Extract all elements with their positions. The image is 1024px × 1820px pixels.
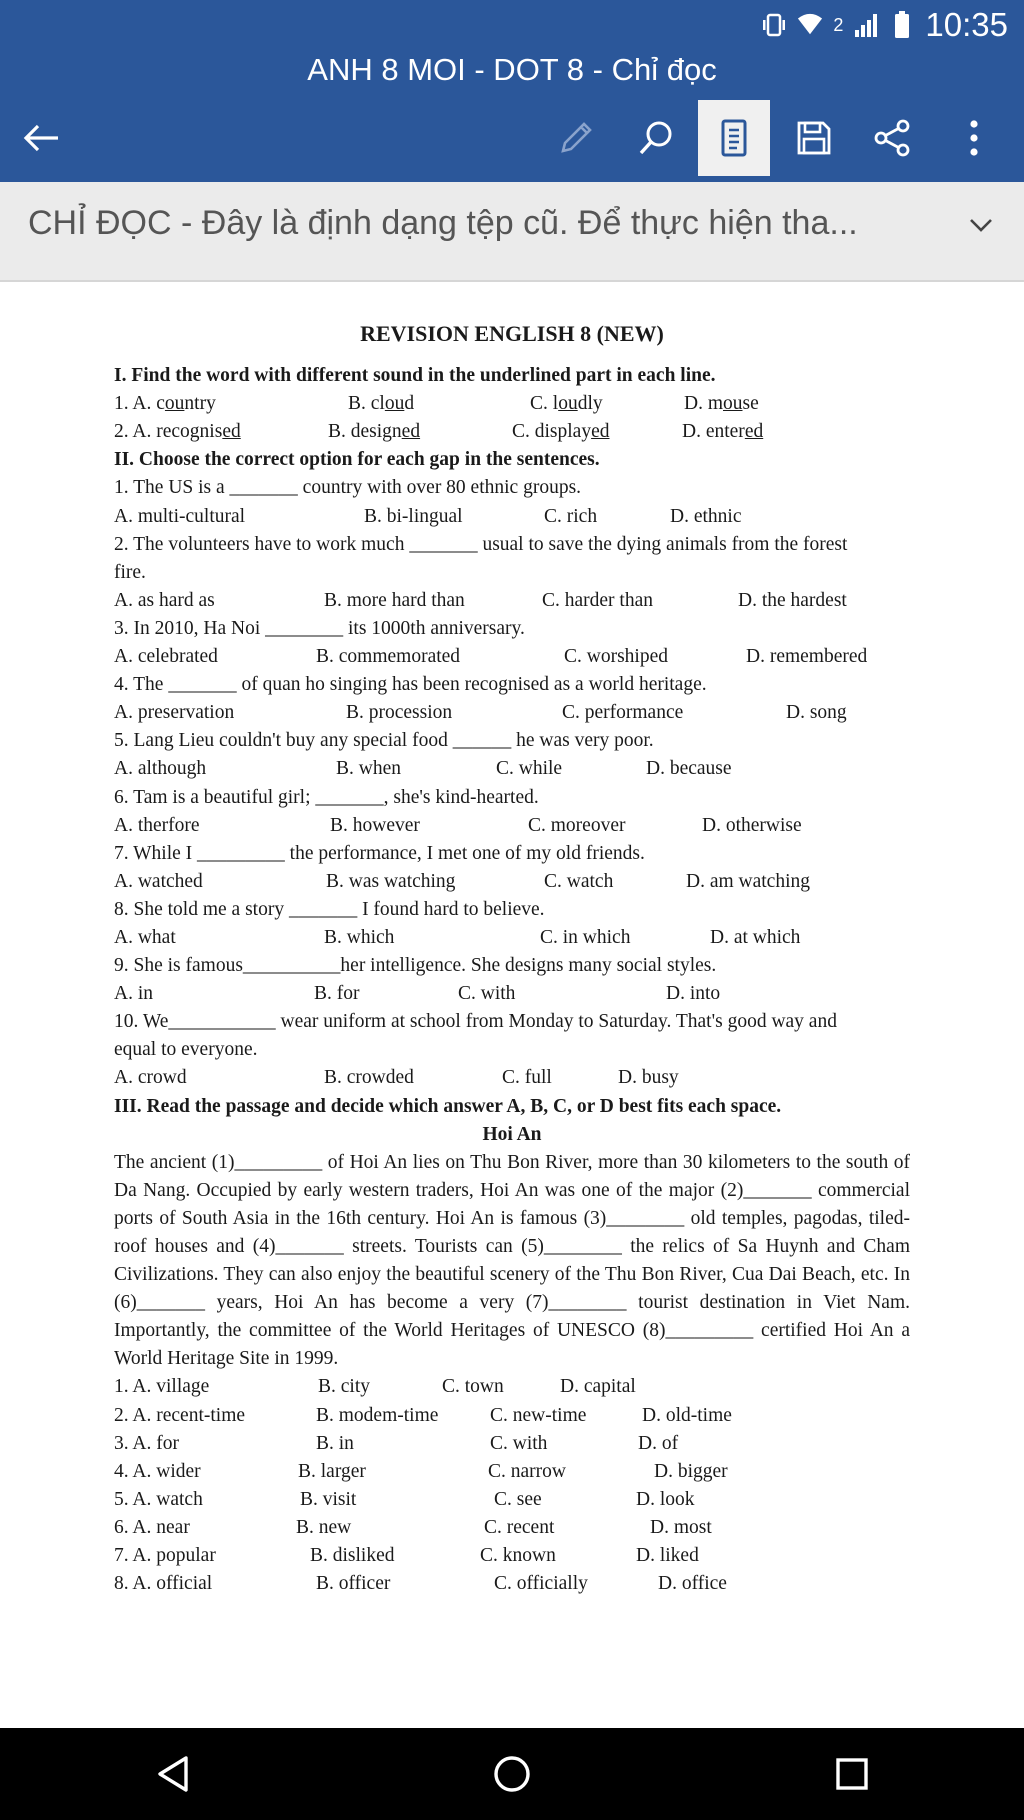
s2-options-3: A. celebrated B. commemorated C. worshiped D. remembered [114, 646, 868, 668]
s2-options-10: A. crowd B. crowded C. full D. busy [114, 1067, 679, 1089]
section-3-title: III. Read the passage and decide which answer A, B, C, or D best fits each space. [114, 1095, 782, 1117]
nav-back-button[interactable] [140, 1746, 204, 1802]
save-button[interactable] [778, 100, 850, 176]
s2-options-1: A. multi-cultural B. bi-lingual C. rich D. ethnic [114, 505, 742, 527]
s2-question-1: 1. The US is a _______ country with over 80 ethnic groups. [114, 477, 582, 499]
vibrate-icon [761, 12, 787, 38]
search-button[interactable] [620, 100, 692, 176]
s2-question-4: 4. The _______ of quan ho singing has been recognised as a world heritage. [114, 674, 707, 696]
s2-question-2: 2. The volunteers have to work much _______ usual to save the dying animals from the forest [114, 533, 848, 555]
s2-options-7: A. watched B. was watching C. watch D. am watching [114, 870, 811, 892]
s1-question-1: 1. A. country B. cloud C. loudly D. mouse [114, 393, 759, 415]
section-1-title: I. Find the word with different sound in the underlined part in each line. [114, 365, 716, 387]
s3-answer-row: 7. A. popular B. disliked C. known D. liked [114, 1545, 699, 1567]
read-only-banner-text: CHỈ ĐỌC - Đây là định dạng tệp cũ. Để thực hiện tha... [28, 204, 858, 242]
sim-indicator: 2 [833, 14, 844, 35]
back-arrow-icon [22, 122, 62, 154]
edit-button[interactable] [540, 100, 612, 176]
more-options-button[interactable] [938, 100, 1010, 176]
back-button[interactable] [6, 100, 78, 176]
read-only-banner[interactable] [0, 182, 1024, 282]
save-icon [796, 120, 832, 156]
s3-answer-row: 6. A. near B. new C. recent D. most [114, 1516, 712, 1538]
s3-answer-row: 4. A. wider B. larger C. narrow D. bigger [114, 1460, 728, 1482]
s2-question-9: 9. She is famous__________her intelligence. She designs many social styles. [114, 955, 717, 977]
s2-question-10: 10. We___________ wear uniform at school from Monday to Saturday. That's good way and [114, 1011, 837, 1033]
search-icon [637, 119, 675, 157]
s2-options-9: A. in B. for C. with D. into [114, 983, 721, 1005]
s2-options-8: A. what B. which C. in which D. at which [114, 926, 801, 948]
nav-back-icon [154, 1754, 190, 1794]
share-button[interactable] [856, 100, 928, 176]
s2-question-5: 5. Lang Lieu couldn't buy any special food ______ he was very poor. [114, 730, 654, 752]
navigation-bar [0, 1728, 1024, 1820]
s3-answer-row: 5. A. watch B. visit C. see D. look [114, 1488, 695, 1510]
nav-recents-button[interactable] [820, 1746, 884, 1802]
reading-view-button[interactable] [698, 100, 770, 176]
s3-answer-row: 2. A. recent-time B. modem-time C. new-time D. old-time [114, 1404, 732, 1426]
signal-icon [853, 12, 879, 38]
s3-answer-row: 1. A. village B. city C. town D. capital [114, 1376, 636, 1398]
pencil-icon [557, 119, 595, 157]
section-2-title: II. Choose the correct option for each gap in the sentences. [114, 449, 600, 471]
battery-icon [889, 12, 915, 38]
s2-question-2-cont: fire. [114, 561, 146, 583]
passage-title: Hoi An [482, 1123, 542, 1145]
s2-options-5: A. although B. when C. while D. because [114, 758, 732, 780]
chevron-down-icon[interactable] [968, 216, 994, 234]
app-bar [0, 0, 1024, 182]
s2-question-7: 7. While I _________ the performance, I met one of my old friends. [114, 842, 645, 864]
s3-answer-row: 3. A. for B. in C. with D. of [114, 1432, 679, 1454]
passage-text: The ancient (1)_________ of Hoi An lies on Thu Bon River, more than 30 kilometers to the south of Da Nang. Occupied by early western traders, Hoi An was one of the major (2)_______ commercial ports of South Asia in the 16th century. Hoi An is famous (3)________ old temples, pagodas, tiled-roof houses and (4)_______ streets. Tourists can (5)________ the relics of Sa Huynh and Cham Civilizations. They can also enjoy the beautiful scenery of the Thu Bon River, Cua Dai Beach, etc. In (6)_______ years, Hoi An has become a very (7)________ tourist destination in Viet Nam. Importantly, the committee of the World Heritages of UNESCO (8)_________ certified Hoi An a World Heritage Site in 1999. [114, 1151, 910, 1370]
more-icon [969, 120, 979, 156]
s2-question-6: 6. Tam is a beautiful girl; _______, she's kind-hearted. [114, 786, 539, 808]
toolbar [0, 100, 1024, 176]
status-time: 10:35 [925, 6, 1008, 43]
s2-options-2: A. as hard as B. more hard than C. harder than D. the hardest [114, 589, 847, 611]
reading-view-icon [719, 118, 749, 158]
s2-options-4: A. preservation B. procession C. performance D. song [114, 702, 847, 724]
s2-question-10-cont: equal to everyone. [114, 1039, 258, 1061]
s2-options-6: A. therfore B. however C. moreover D. otherwise [114, 814, 802, 836]
document-heading: REVISION ENGLISH 8 (NEW) [360, 321, 664, 346]
status-bar [761, 6, 1008, 44]
s3-answer-row: 8. A. official B. officer C. officially D. office [114, 1573, 727, 1595]
nav-home-button[interactable] [480, 1746, 544, 1802]
nav-home-icon [492, 1754, 532, 1794]
document-title: ANH 8 MOI - DOT 8 - Chỉ đọc [307, 52, 717, 87]
nav-recents-icon [834, 1756, 870, 1792]
s1-question-2: 2. A. recognised B. designed C. displayed D. entered [114, 421, 764, 443]
document-page [114, 320, 910, 1598]
s2-question-3: 3. In 2010, Ha Noi ________ its 1000th anniversary. [114, 617, 525, 639]
s2-question-8: 8. She told me a story _______ I found hard to believe. [114, 898, 545, 920]
wifi-icon [797, 12, 823, 38]
share-icon [873, 119, 911, 157]
